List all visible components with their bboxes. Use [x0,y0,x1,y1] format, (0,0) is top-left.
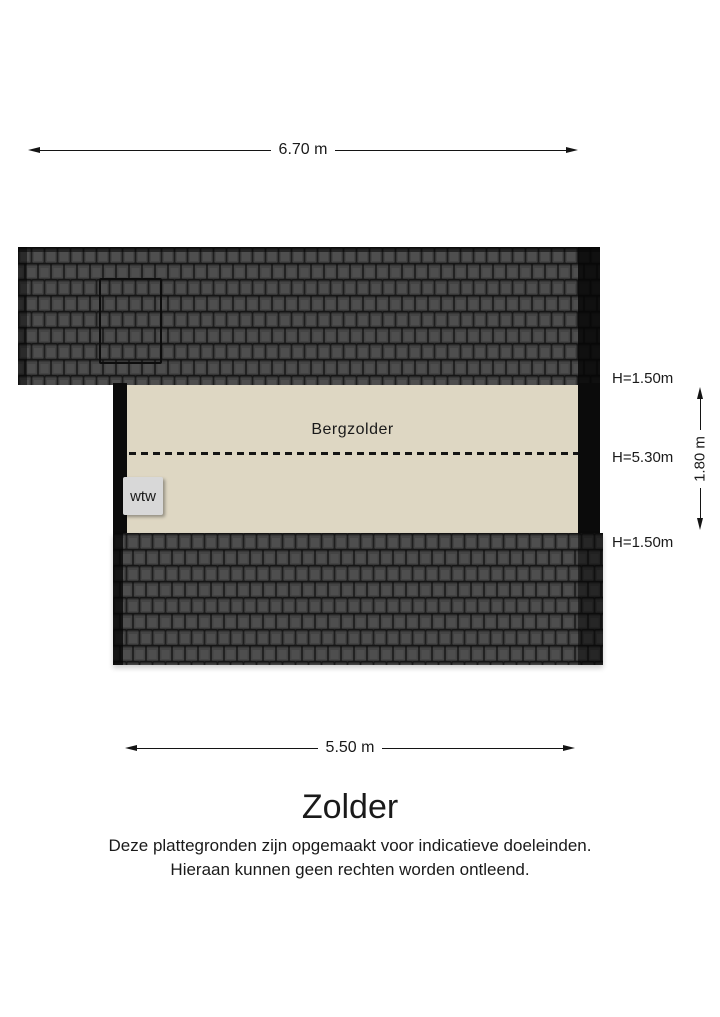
room-label: Bergzolder [311,421,394,438]
height-label-middle: H=5.30m [612,449,674,466]
dimension-bottom-width [125,740,575,756]
arrow-right-icon [563,745,575,751]
roof-edge-left [18,247,27,385]
dimension-top-label: 6.70 m [278,141,328,158]
wtw-unit [123,477,163,515]
roof-edge-right [578,533,603,665]
roof-tiles-texture [113,533,603,665]
dimension-line [137,748,318,749]
roof-edge-right [578,247,600,385]
arrow-up-icon [697,387,703,399]
roof-slab-top [18,247,600,385]
skylight-window [99,278,162,364]
room-bergzolder [127,385,578,533]
arrow-left-icon [125,745,137,751]
arrow-down-icon [697,518,703,530]
height-label-top: H=1.50m [612,370,674,387]
dimension-top-width [28,142,578,158]
dimension-line [700,399,701,430]
page-title: Zolder [301,788,399,826]
arrow-right-icon [566,147,578,153]
title-block [0,786,700,881]
arrow-left-icon [28,147,40,153]
dimension-line [382,748,563,749]
roof-ridge-shading [18,247,600,252]
disclaimer-text [0,834,700,881]
roof-edge-left [113,533,123,665]
wall-right [578,383,600,535]
dimension-line [335,150,566,151]
disclaimer-line-1: Deze plattegronden zijn opgemaakt voor indicatieve doeleinden. [108,836,592,855]
dimension-right-label-box [692,430,708,488]
disclaimer-line-2: Hieraan kunnen geen rechten worden ontleend. [170,859,530,879]
wtw-label: wtw [130,487,156,505]
dimension-line [40,150,271,151]
dimension-line [700,488,701,519]
dimension-right-height [692,387,708,530]
height-label-bottom: H=1.50m [612,534,674,551]
dimension-right-label: 1.80 m [692,432,709,486]
ridge-dashed-line [129,452,578,455]
roof-slab-bottom [113,533,603,665]
dimension-bottom-label: 5.50 m [325,739,375,756]
